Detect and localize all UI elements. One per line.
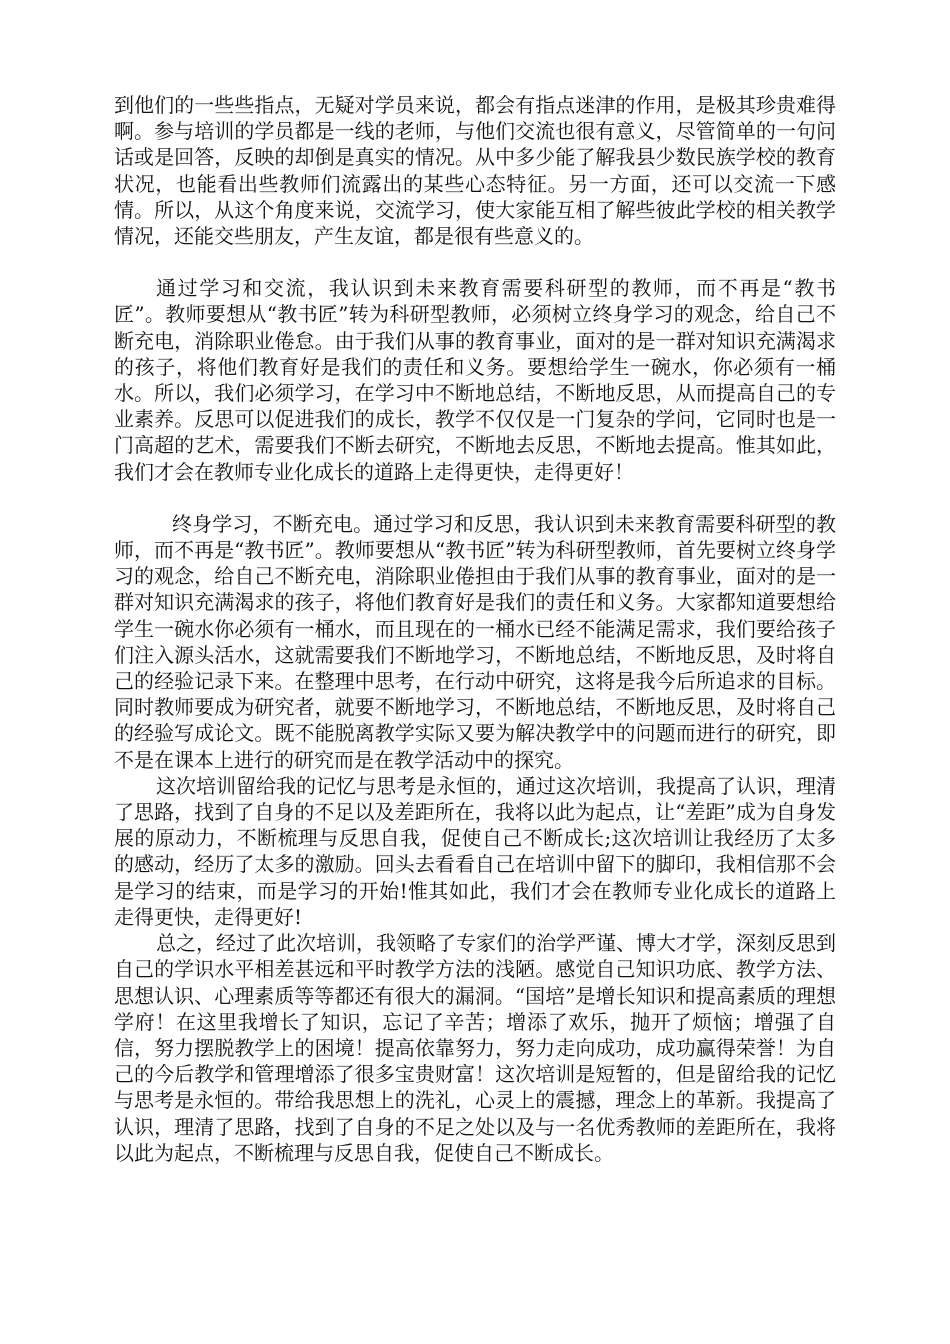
paragraph-3: 终身学习，不断充电。通过学习和反思，我认识到未来教育需要科研型的教师，而不再是“教书匠”。教师要想从“教书匠”转为科研型教师，首先要树立终身学习的观念，给自己不断充电，消除职业倦担由于我们从事的教育事业，面对的是一群对知识充满渴求的孩子，将他们教育好是我们的责任和义务。大家都知道要想给学生一碗水你必须有一桶水，而且现在的一桶水已经不能满足需求，我们要给孩子们注入源头活水，这就需要我们不断地学习，不断地总结，不断地反思，及时将自己的经验记录下来。在整理中思考，在行动中研究，这将是我今后所追求的目标。同时教师要成为研究者，就要不断地学习，不断地总结，不断地反思，及时将自己的经验写成论文。既不能脱离教学实际又要为解决教学中的问题而进行的研究，即不是在课本上进行的研究而是在教学活动中的探究。 — [114, 511, 836, 772]
paragraph-spacer — [114, 485, 836, 511]
paragraph-2: 通过学习和交流，我认识到未来教育需要科研型的教师，而不再是“教书匠”。教师要想从“教书匠”转为科研型教师，必须树立终身学习的观念，给自己不断充电，消除职业倦怠。由于我们从事的教育事业，面对的是一群对知识充满渴求的孩子，将他们教育好是我们的责任和义务。要想给学生一碗水，你必须有一桶水。所以，我们必须学习，在学习中不断地总结，不断地反思，从而提高自己的专业素养。反思可以促进我们的成长，教学不仅仅是一门复杂的学问，它同时也是一门高超的艺术，需要我们不断去研究，不断地去反思，不断地去提高。惟其如此，我们才会在教师专业化成长的道路上走得更快，走得更好！ — [114, 276, 836, 484]
paragraph-4: 这次培训留给我的记忆与思考是永恒的，通过这次培训，我提高了认识，理清了思路，找到了自身的不足以及差距所在，我将以此为起点，让“差距”成为自身发展的原动力，不断梳理与反思自我，促使自己不断成长;这次培训让我经历了太多的感动，经历了太多的激励。回头去看看自己在培训中留下的脚印，我相信那不会是学习的结束，而是学习的开始!惟其如此，我们才会在教师专业化成长的道路上走得更快，走得更好! — [114, 773, 836, 929]
document-body — [114, 92, 836, 1166]
paragraph-spacer — [114, 249, 836, 275]
paragraph-1: 到他们的一些些指点，无疑对学员来说，都会有指点迷津的作用，是极其珍贵难得啊。参与培训的学员都是一线的老师，与他们交流也很有意义，尽管简单的一句问话或是回答，反映的却倒是真实的情况。从中多少能了解我县少数民族学校的教育状况，也能看出些教师们流露出的某些心态特征。另一方面，还可以交流一下感情。所以，从这个角度来说，交流学习，使大家能互相了解些彼此学校的相关教学情况，还能交些朋友，产生友谊，都是很有些意义的。 — [114, 93, 836, 249]
paragraph-5: 总之，经过了此次培训，我领略了专家们的治学严谨、博大才学，深刻反思到自己的学识水平相差甚远和平时教学方法的浅陋。感觉自己知识功底、教学方法、思想认识、心理素质等等都还有很大的漏洞。“国培”是增长知识和提高素质的理想学府！在这里我增长了知识，忘记了辛苦；增添了欢乐，抛开了烦恼；增强了自信，努力摆脱教学上的困境！提高依靠努力，努力走向成功，成功赢得荣誉！为自己的今后教学和管理增添了很多宝贵财富！这次培训是短暂的，但是留给我的记忆与思考是永恒的。带给我思想上的洗礼，心灵上的震撼，理念上的革新。我提高了认识，理清了思路，找到了自身的不足之处以及与一名优秀教师的差距所在，我将以此为起点，不断梳理与反思自我，促使自己不断成长。 — [114, 931, 836, 1165]
